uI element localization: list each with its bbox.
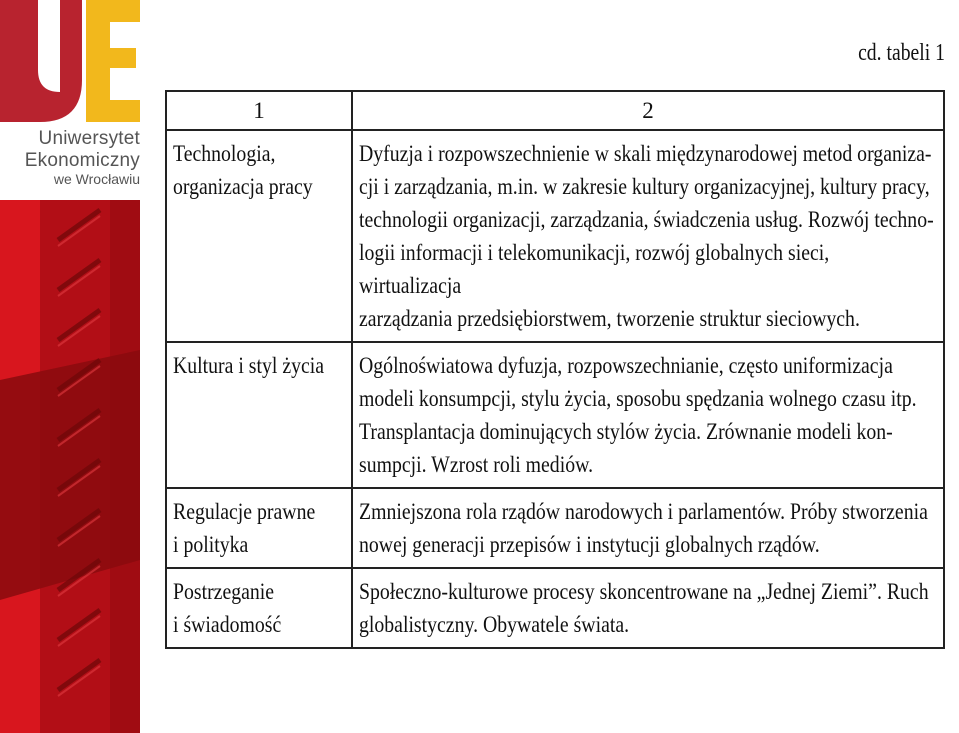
row-description-text: Społeczno-kulturowe procesy skoncentrowane na „Jednej Ziemi”. Ruch globalistyczny. Obywatele świata. [359,579,929,637]
university-name-line2: Ekonomiczny [24,150,140,171]
row-category-text: Postrzeganie i świadomość [173,579,282,637]
university-name-line1: Uniwersytet [38,128,140,149]
header-col-2: 2 [352,91,944,130]
table-row [166,488,944,568]
ue-logo-mark [0,0,140,130]
row-category [166,488,352,568]
row-category [166,568,352,648]
table-row [166,342,944,488]
row-category [166,342,352,488]
row-description [352,488,944,568]
table-row [166,130,944,342]
row-description [352,342,944,488]
globalization-table [165,90,945,649]
row-category-text: Kultura i styl życia [173,353,325,378]
university-sidebar [0,0,140,733]
row-description [352,568,944,648]
row-description-text: Dyfuzja i rozpowszechnienie w skali międzynarodowej metod organiza- cji i zarządzania, m.in. w zakresie kultury organizacyjnej, kultury pracy, technologii organizacji, zarządzania, świadczenia usług. Rozwój techno- logii informacji i telekomunikacji, rozwój globalnych sieci, wirtualizacja zarządzania przedsiębiorstwem, tworzenie struktur sieciowych. [359,141,934,331]
table-header-row [166,91,944,130]
row-category [166,130,352,342]
row-description [352,130,944,342]
row-description-text: Ogólnoświatowa dyfuzja, rozpowszechnianie, często uniformizacja modeli konsumpcji, stylu życia, sposobu spędzania wolnego czasu itp. Transplantacja dominujących stylów życia. Zrównanie modeli kon- sumpcji. Wzrost roli mediów. [359,353,917,477]
row-description-text: Zmniejszona rola rządów narodowych i parlamentów. Próby stworzenia nowej generacji przepisów i instytucji globalnych rządów. [359,499,928,557]
row-category-text: Regulacje prawne i polityka [173,499,316,557]
table-continuation-caption: cd. tabeli 1 [858,40,945,66]
row-category-text: Technologia, organizacja pracy [173,141,313,199]
header-col-1: 1 [166,91,352,130]
table-row [166,568,944,648]
university-name [0,128,140,187]
university-name-line3: we Wrocławiu [53,171,140,187]
decorative-red-band [0,200,140,733]
